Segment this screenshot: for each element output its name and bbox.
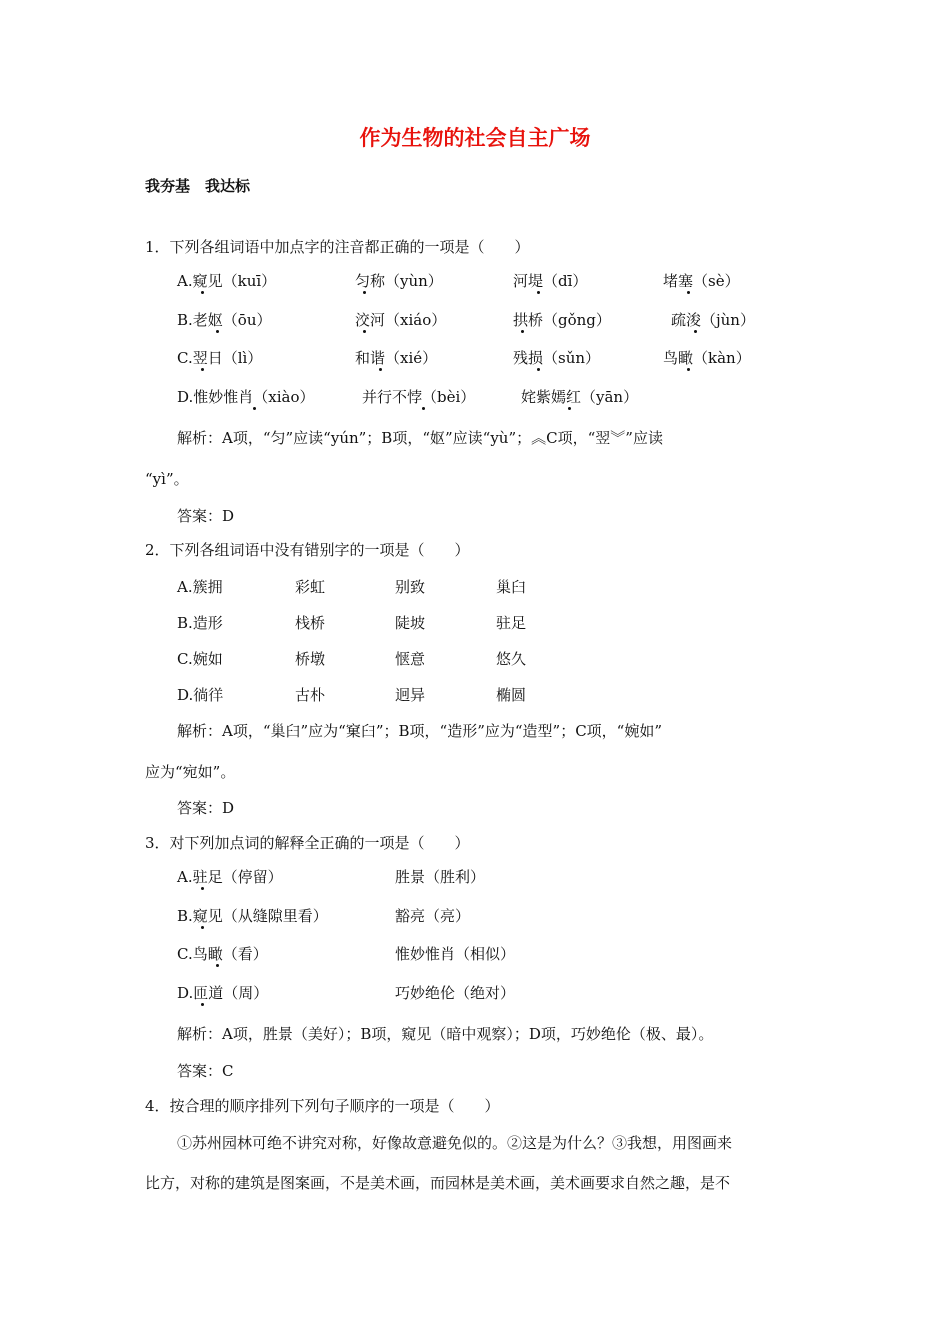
q4-passage-line-1: ①苏州园林可绝不讲究对称，好像故意避免似的。②这是为什么？③我想，用图画来 <box>177 1134 733 1152</box>
emphasis-dot <box>379 368 382 371</box>
emphasis-dot <box>216 330 219 333</box>
page-title: 作为生物的社会自主广场 <box>359 126 591 150</box>
emphasis-dot <box>363 330 366 333</box>
emphasis-dot <box>687 368 690 371</box>
emphasis-dot <box>201 926 204 929</box>
q2-option-d-4: 椭圆 <box>496 686 527 704</box>
emphasis-dot <box>201 368 204 371</box>
q1-option-b-2: 洨河（xiáo） <box>355 311 447 329</box>
q3-option-b-1: B.窥见（从缝隙里看） <box>177 907 328 925</box>
q2-answer: 答案：D <box>177 799 235 817</box>
emphasis-dot <box>201 291 204 294</box>
q1-option-a-1: A.窥见（kuī） <box>177 272 277 290</box>
emphasis-dot <box>694 330 697 333</box>
q2-option-d-1: D.徜徉 <box>177 686 224 704</box>
q2-option-a-2: 彩虹 <box>295 578 326 596</box>
q1-option-d-1: D.惟妙惟肖（xiào） <box>177 388 315 406</box>
q1-option-a-2: 匀称（yùn） <box>355 272 443 290</box>
q1-option-b-1: B.老妪（ōu） <box>177 311 272 329</box>
q3-analysis: 解析：A项，胜景（美好）；B项，窥见（暗中观察）；D项，巧妙绝伦（极、最）。 <box>177 1025 714 1043</box>
q1-analysis-continued: “yì”。 <box>145 470 189 488</box>
q3-option-d-2: 巧妙绝伦（绝对） <box>395 984 516 1002</box>
emphasis-dot <box>363 291 366 294</box>
q2-option-b-1: B.造形 <box>177 614 223 632</box>
section-heading: 我夯基 我达标 <box>145 177 251 195</box>
q1-option-c-2: 和谐（xié） <box>355 349 438 367</box>
q2-option-a-1: A.簇拥 <box>177 578 223 596</box>
q2-option-c-1: C.婉如 <box>177 650 223 668</box>
emphasis-dot <box>253 407 256 410</box>
emphasis-dot <box>422 407 425 410</box>
emphasis-dot <box>521 330 524 333</box>
q1-option-b-3: 拱桥（gǒng） <box>513 311 611 329</box>
emphasis-dot <box>201 887 204 890</box>
q2-option-b-3: 陡坡 <box>395 614 426 632</box>
q4-passage-line-2: 比方，对称的建筑是图案画，不是美术画，而园林是美术画，美术画要求自然之趣，是不 <box>145 1174 731 1192</box>
q2-option-c-4: 悠久 <box>496 650 527 668</box>
q1-option-c-3: 残损（sǔn） <box>513 349 601 367</box>
q1-option-c-1: C.翌日（lì） <box>177 349 263 367</box>
q1-option-b-4: 疏浚（jùn） <box>671 311 755 329</box>
emphasis-dot <box>687 291 690 294</box>
q2-analysis: 解析：A项，“巢臼”应为“窠臼”；B项，“造形”应为“造型”；C项，“婉如” <box>177 722 663 740</box>
q2-analysis-continued: 应为“宛如”。 <box>145 763 236 781</box>
question-4-stem: 4．按合理的顺序排列下列句子顺序的一项是（ ） <box>145 1097 500 1115</box>
q1-option-a-4: 堵塞（sè） <box>663 272 740 290</box>
q2-option-c-3: 惬意 <box>395 650 426 668</box>
question-3-stem: 3．对下列加点词的解释全正确的一项是（ ） <box>145 834 470 852</box>
q3-option-a-1: A.驻足（停留） <box>177 868 283 886</box>
q1-option-c-4: 鸟瞰（kàn） <box>663 349 751 367</box>
q1-option-a-3: 河堤（dī） <box>513 272 588 290</box>
emphasis-dot <box>216 964 219 967</box>
q1-option-d-2: 并行不悖（bèi） <box>362 388 476 406</box>
emphasis-dot <box>201 1003 204 1006</box>
emphasis-dot <box>568 407 571 410</box>
question-2-stem: 2．下列各组词语中没有错别字的一项是（ ） <box>145 541 470 559</box>
question-1-stem: 1．下列各组词语中加点字的注音都正确的一项是（ ） <box>145 238 530 256</box>
q2-option-b-2: 栈桥 <box>295 614 326 632</box>
q2-option-d-2: 古朴 <box>295 686 326 704</box>
q3-answer: 答案：C <box>177 1062 234 1080</box>
emphasis-dot <box>537 291 540 294</box>
emphasis-dot <box>537 368 540 371</box>
q2-option-d-3: 迥异 <box>395 686 426 704</box>
q1-answer: 答案：D <box>177 507 235 525</box>
q3-option-d-1: D.匝道（周） <box>177 984 269 1002</box>
q3-option-b-2: 豁亮（亮） <box>395 907 471 925</box>
q3-option-a-2: 胜景（胜利） <box>395 868 486 886</box>
q2-option-c-2: 桥墩 <box>295 650 326 668</box>
q1-option-d-3: 姹紫嫣红（yān） <box>521 388 639 406</box>
q2-option-a-3: 别致 <box>395 578 426 596</box>
q3-option-c-2: 惟妙惟肖（相似） <box>395 945 516 963</box>
q3-option-c-1: C.鸟瞰（看） <box>177 945 268 963</box>
q1-analysis: 解析：A项，“匀”应读“yún”；B项，“妪”应读“yù”；︽C项，“翌︾”应读 <box>177 429 663 447</box>
q2-option-b-4: 驻足 <box>496 614 527 632</box>
q2-option-a-4: 巢臼 <box>496 578 527 596</box>
